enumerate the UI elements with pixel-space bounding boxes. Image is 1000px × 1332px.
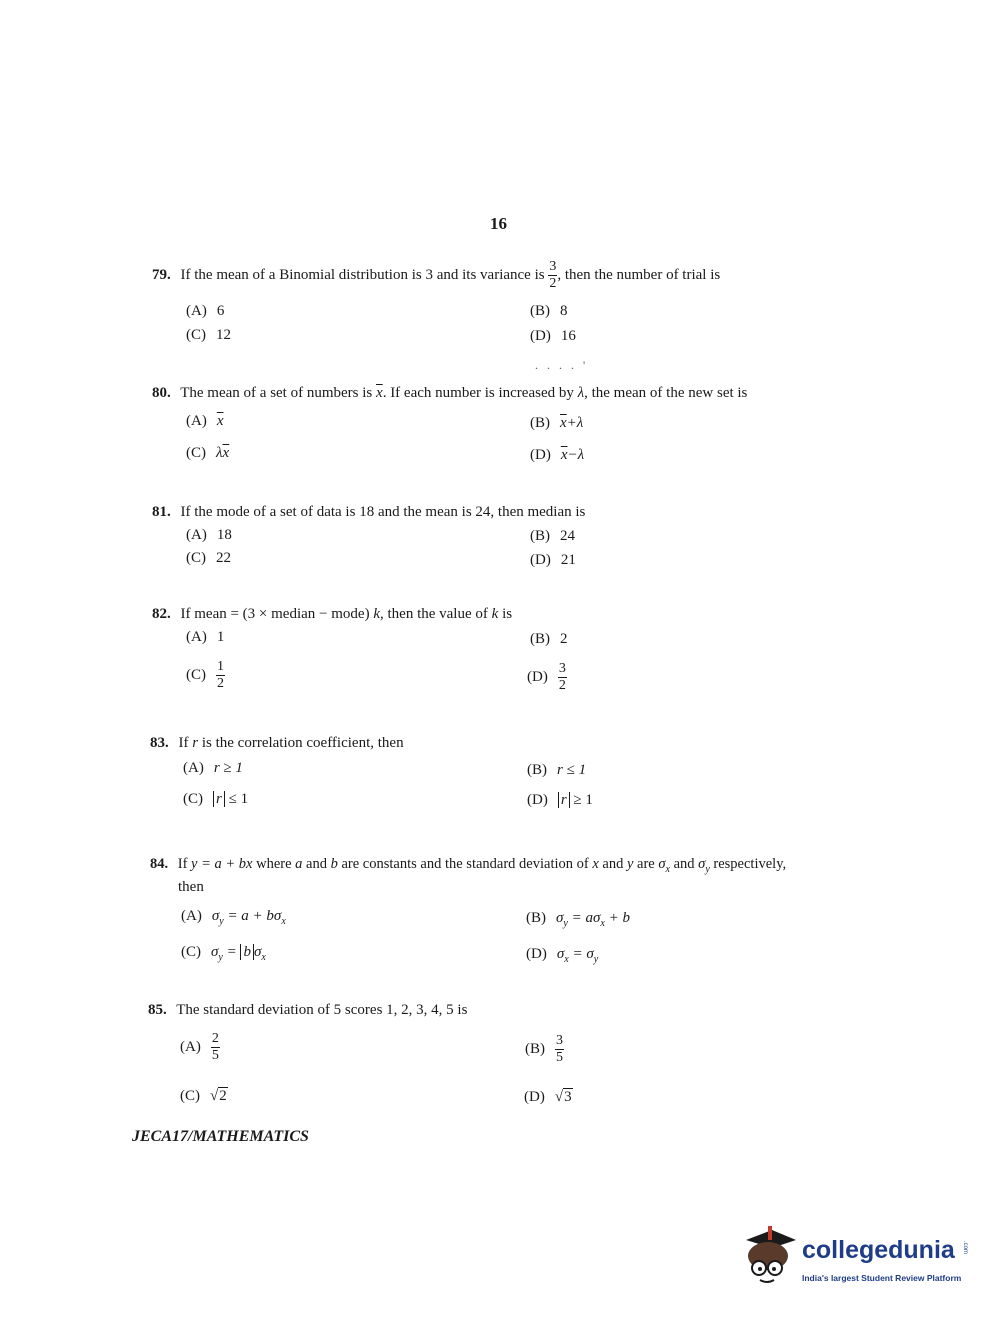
option-value: = a + bσ <box>227 908 282 924</box>
option-value: 8 <box>560 303 568 319</box>
question-text: If mean = (3 × median − mode) <box>180 606 370 622</box>
fraction <box>555 1034 564 1065</box>
option-value: 22 <box>216 550 231 566</box>
sigma-symbol: σ <box>658 856 666 872</box>
option-79c <box>186 327 231 344</box>
option-label: (D) <box>527 792 548 808</box>
option-value: 1 <box>216 629 225 645</box>
x-symbol: x <box>592 856 599 872</box>
option-label: (D) <box>530 447 551 463</box>
sigma-symbol: σ <box>556 946 565 962</box>
question-84-line2: then <box>178 879 204 895</box>
option-label: (A) <box>186 629 207 645</box>
question-text: If <box>177 856 188 872</box>
option-82a <box>186 629 224 646</box>
question-84 <box>150 856 786 875</box>
sigma-symbol: σ <box>253 944 262 960</box>
abs-r: r <box>213 791 225 807</box>
option-label: (D) <box>526 946 547 962</box>
subscript: y <box>563 918 568 929</box>
y-symbol: y <box>626 856 634 872</box>
option-value: $\overline{x}$ <box>560 415 567 431</box>
option-80a <box>186 413 224 430</box>
question-number: 80. <box>152 385 171 401</box>
option-79d <box>530 328 576 345</box>
fraction <box>558 662 567 693</box>
option-value: = <box>572 946 583 962</box>
equation: y = a + bx <box>191 856 253 872</box>
x-bar-symbol: $\overline{x}$ <box>376 385 383 401</box>
option-81c <box>186 550 231 567</box>
abs-b: b <box>240 944 254 960</box>
option-value: λ <box>216 445 223 461</box>
option-83d <box>527 792 593 809</box>
stray-marks: . . . . ' <box>535 358 589 372</box>
fraction <box>548 260 557 291</box>
option-label: (C) <box>180 1088 200 1104</box>
subscript: y <box>593 954 599 965</box>
sigma-symbol: σ <box>211 908 220 924</box>
question-text: and <box>602 856 624 872</box>
question-80 <box>152 385 747 402</box>
exam-footer: JECA17/MATHEMATICS <box>132 1128 309 1145</box>
brand-tagline: India's largest Student Review Platform <box>802 1273 962 1283</box>
fraction-denominator: 2 <box>558 678 566 693</box>
option-label: (C) <box>186 666 206 683</box>
option-value: 6 <box>216 303 225 319</box>
option-label: (D) <box>530 328 551 344</box>
radicand: 3 <box>564 1089 572 1105</box>
question-number: 84. <box>150 856 169 872</box>
option-81a <box>186 527 232 544</box>
option-80b <box>530 415 583 432</box>
lambda-symbol: λ <box>577 385 585 401</box>
option-label: (B) <box>530 631 550 647</box>
sigma-symbol: σ <box>211 944 219 960</box>
option-value: 24 <box>560 528 575 544</box>
radical-sign: √ <box>554 1089 564 1105</box>
brand-suffix: .com <box>962 1241 968 1255</box>
k-symbol: k <box>491 606 499 622</box>
option-85a <box>180 1032 220 1063</box>
option-85b <box>525 1034 564 1065</box>
question-83 <box>150 735 404 752</box>
option-label: (B) <box>526 910 546 926</box>
option-label: (D) <box>527 668 548 685</box>
option-81b <box>530 528 575 545</box>
option-82c <box>186 660 225 691</box>
option-80d <box>530 447 584 464</box>
option-85d <box>524 1089 573 1106</box>
fraction-numerator: 3 <box>549 259 557 274</box>
sigma-y <box>698 856 710 875</box>
question-text: If the mean of a Binomial distribution is 3 and its variance is <box>180 266 545 283</box>
sigma-x <box>658 856 670 875</box>
option-82b <box>530 631 568 648</box>
subscript: y <box>218 952 223 963</box>
radicand: 2 <box>219 1088 227 1104</box>
question-text: where <box>256 856 292 872</box>
option-83a <box>183 760 243 777</box>
option-label: (C) <box>186 445 206 461</box>
question-text: , then the number of trial is <box>557 266 721 283</box>
option-82d <box>527 662 567 693</box>
question-number: 82. <box>152 606 171 622</box>
sigma-symbol: σ <box>698 856 706 872</box>
option-value: ≥ 1 <box>573 792 593 808</box>
option-84a <box>181 908 286 927</box>
fraction <box>211 1032 220 1063</box>
option-value: 18 <box>216 527 232 543</box>
fraction-numerator: 1 <box>217 659 224 674</box>
question-number: 85. <box>148 1002 167 1018</box>
question-number: 83. <box>150 735 169 751</box>
fraction-numerator: 2 <box>211 1031 219 1046</box>
subscript: x <box>665 863 670 875</box>
subscript: y <box>219 916 224 927</box>
sigma-symbol: σ <box>586 946 594 962</box>
option-value: −λ <box>567 447 585 463</box>
option-80c <box>186 445 229 462</box>
option-label: (B) <box>527 762 547 778</box>
subscript: x <box>564 954 569 965</box>
option-81d <box>530 552 576 569</box>
k-symbol: k <box>373 606 380 622</box>
brand-name: collegedunia <box>802 1236 955 1264</box>
sigma-symbol: σ <box>556 910 564 926</box>
mascot-icon <box>742 1226 798 1286</box>
option-label: (C) <box>181 944 201 960</box>
option-label: (C) <box>183 791 203 807</box>
question-text: are <box>637 856 655 872</box>
option-84b <box>526 910 630 929</box>
fraction <box>216 660 225 691</box>
option-label: (D) <box>524 1089 545 1105</box>
option-79b <box>530 303 568 320</box>
question-text: The mean of a set of numbers is <box>180 385 373 401</box>
question-text: respectively, <box>713 856 787 872</box>
option-83b <box>527 762 586 779</box>
square-root <box>210 1088 228 1105</box>
option-label: (A) <box>183 760 204 776</box>
option-label: (B) <box>530 528 550 544</box>
option-84c <box>181 944 266 963</box>
question-85 <box>148 1002 467 1019</box>
question-text: . If each number is increased by <box>382 385 574 401</box>
option-label: (A) <box>181 908 202 924</box>
question-text: , then the value of <box>380 606 488 622</box>
radical-sign: √ <box>210 1088 219 1104</box>
option-label: (A) <box>186 413 207 429</box>
fraction-denominator: 5 <box>556 1050 563 1065</box>
option-83c <box>183 791 248 808</box>
option-value: 21 <box>560 552 576 568</box>
question-82 <box>152 606 512 623</box>
question-text: The standard deviation of 5 scores 1, 2, 3, 4, 5 is <box>176 1002 468 1018</box>
option-79a <box>186 303 224 320</box>
question-number: 79. <box>152 266 171 283</box>
option-label: (C) <box>186 550 206 566</box>
option-value: 12 <box>216 327 231 343</box>
option-value: 16 <box>560 328 576 344</box>
option-value: ≤ 1 <box>228 791 249 807</box>
subscript: y <box>705 863 710 875</box>
b-symbol: b <box>330 856 338 872</box>
option-value: r ≤ 1 <box>557 762 587 778</box>
question-81 <box>152 504 585 521</box>
option-value: +λ <box>566 415 584 431</box>
subscript: x <box>261 952 266 963</box>
option-value: $\overline{x}$ <box>560 447 568 463</box>
collegedunia-logo <box>742 1226 972 1296</box>
option-value: r ≥ 1 <box>213 760 243 776</box>
fraction-numerator: 3 <box>558 661 566 676</box>
fraction-denominator: 2 <box>549 276 557 291</box>
option-label: (A) <box>186 303 207 319</box>
question-text: is <box>502 606 513 622</box>
page-number: 16 <box>490 214 507 233</box>
option-label: (D) <box>530 552 551 568</box>
question-number: 81. <box>152 504 171 520</box>
question-text: is the correlation coefficient, then <box>201 735 404 751</box>
question-text: , the mean of the new set is <box>584 385 748 401</box>
r-symbol: r <box>192 735 199 751</box>
subscript: x <box>600 918 605 929</box>
option-label: (B) <box>530 303 550 319</box>
question-text: and <box>673 856 695 872</box>
question-text: If <box>178 735 189 751</box>
a-symbol: a <box>295 856 303 872</box>
question-text: If the mode of a set of data is 18 and the mean is 24, then median is <box>180 504 586 520</box>
fraction-numerator: 3 <box>556 1033 563 1048</box>
option-label: (B) <box>530 415 550 431</box>
square-root <box>555 1089 573 1106</box>
option-value: + b <box>608 910 630 926</box>
option-85c <box>180 1088 228 1105</box>
option-value: $\overline{x}$ <box>216 413 224 429</box>
option-value: = <box>226 944 237 960</box>
option-value: 2 <box>560 631 568 647</box>
option-label: (C) <box>186 327 206 343</box>
question-text: are constants and the standard deviation of <box>341 856 589 872</box>
option-label: (A) <box>186 527 207 543</box>
subscript: x <box>281 916 286 927</box>
option-label: (B) <box>525 1040 545 1057</box>
option-value: $\overline{x}$ <box>222 445 230 461</box>
question-text: and <box>306 856 327 872</box>
fraction-denominator: 2 <box>217 676 224 691</box>
question-79 <box>152 260 720 291</box>
option-value: = aσ <box>571 910 601 926</box>
fraction-denominator: 5 <box>211 1048 219 1063</box>
abs-r: r <box>558 792 570 808</box>
option-84d <box>526 946 598 965</box>
option-label: (A) <box>180 1038 201 1055</box>
